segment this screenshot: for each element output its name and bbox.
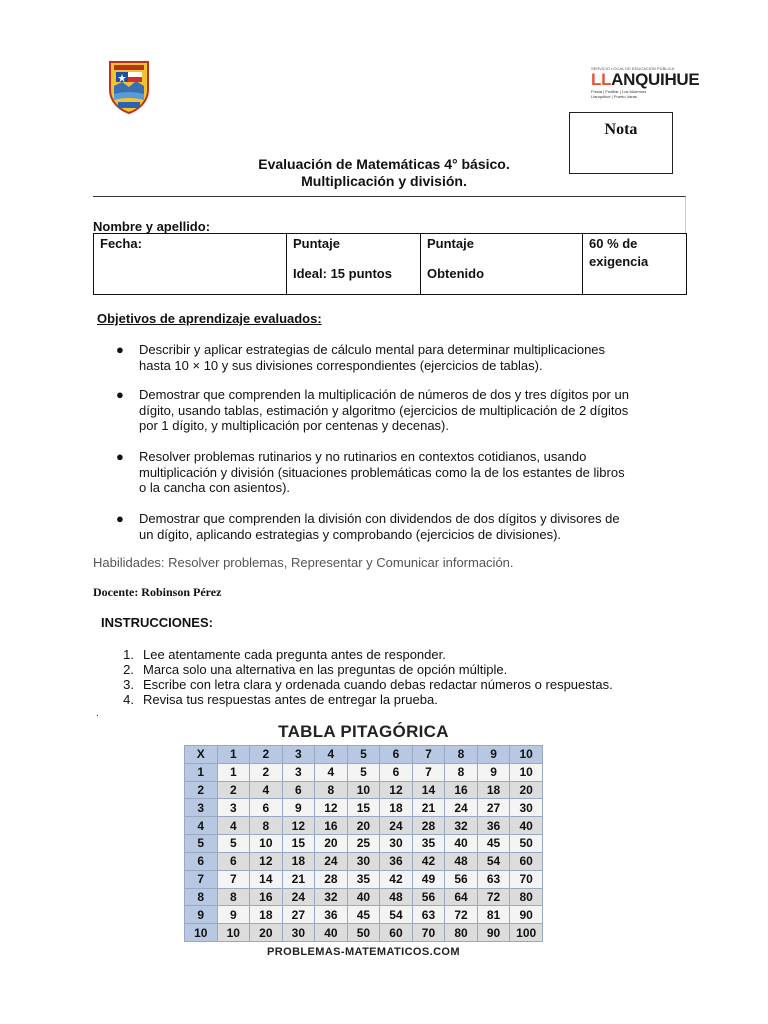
table-row-header-cell: 9 (185, 906, 218, 924)
table-cell: 30 (347, 852, 380, 870)
table-cell: 28 (412, 817, 445, 835)
date-cell[interactable]: Fecha: (94, 234, 287, 295)
instruction-item: Escribe con letra clara y ordenada cuando debas redactar números o respuestas. (143, 677, 613, 692)
llanquihue-logo (591, 66, 711, 102)
table-cell: 9 (477, 763, 510, 781)
skills-text: Habilidades: Resolver problemas, Representar y Comunicar información. (93, 555, 514, 570)
table-row-header-cell: 3 (185, 799, 218, 817)
table-cell: 24 (282, 888, 315, 906)
table-cell: 32 (315, 888, 348, 906)
table-cell: 12 (250, 852, 283, 870)
table-cell: 12 (282, 817, 315, 835)
table-cell: 16 (250, 888, 283, 906)
table-header-cell: 8 (445, 746, 478, 764)
table-header-cell: 1 (217, 746, 250, 764)
table-cell: 3 (282, 763, 315, 781)
table-cell: 35 (412, 835, 445, 853)
table-cell: 10 (217, 924, 250, 942)
ideal-score-cell: Puntaje Ideal: 15 puntos (287, 234, 421, 295)
table-cell: 15 (282, 835, 315, 853)
table-cell: 9 (282, 799, 315, 817)
table-cell: 36 (477, 817, 510, 835)
school-crest-logo (108, 60, 150, 114)
table-cell: 16 (315, 817, 348, 835)
table-cell: 21 (412, 799, 445, 817)
table-cell: 48 (380, 888, 413, 906)
table-cell: 18 (250, 906, 283, 924)
table-row (185, 906, 543, 924)
table-cell: 2 (217, 781, 250, 799)
table-cell: 12 (380, 781, 413, 799)
table-cell: 35 (347, 870, 380, 888)
table-row-header-cell: 7 (185, 870, 218, 888)
table-row (185, 835, 543, 853)
table-cell: 60 (510, 852, 543, 870)
objective-item: Demostrar que comprenden la división con dividendos de dos dígitos y divisores de un dígito, aplicando estrategias y comprobando (ejercicios de divisiones). (139, 511, 620, 542)
table-row-header-cell: 8 (185, 888, 218, 906)
table-row (185, 781, 543, 799)
table-cell: 40 (315, 924, 348, 942)
table-cell: 30 (380, 835, 413, 853)
table-cell: 4 (250, 781, 283, 799)
instruction-item: Marca solo una alternativa en las preguntas de opción múltiple. (143, 662, 508, 677)
instructions-heading: INSTRUCCIONES: (101, 615, 213, 630)
table-cell: 54 (380, 906, 413, 924)
table-cell: 45 (477, 835, 510, 853)
table-header-cell: 5 (347, 746, 380, 764)
table-cell: 20 (347, 817, 380, 835)
table-cell: 64 (445, 888, 478, 906)
table-cell: 18 (282, 852, 315, 870)
bullet-icon: ● (116, 387, 124, 402)
table-cell: 60 (380, 924, 413, 942)
table-cell: 40 (510, 817, 543, 835)
table-row-header-cell: 5 (185, 835, 218, 853)
table-row-header-cell: 10 (185, 924, 218, 942)
table-cell: 90 (510, 906, 543, 924)
table-cell: 45 (347, 906, 380, 924)
table-cell: 80 (510, 888, 543, 906)
objective-item: Describir y aplicar estrategias de cálculo mental para determinar multiplicaciones hasta 10 × 10 y sus divisiones correspondientes (ejercicios de tablas). (139, 342, 606, 373)
table-cell: 10 (510, 763, 543, 781)
table-cell: 56 (445, 870, 478, 888)
table-cell: 1 (217, 763, 250, 781)
table-cell: 28 (315, 870, 348, 888)
table-cell: 24 (315, 852, 348, 870)
table-cell: 50 (347, 924, 380, 942)
table-cell: 21 (282, 870, 315, 888)
table-cell: 70 (510, 870, 543, 888)
table-header-cell: 2 (250, 746, 283, 764)
instruction-item: Revisa tus respuestas antes de entregar la prueba. (143, 692, 438, 707)
logo-communes-2: Llanquihue | Puerto Varas (591, 94, 637, 99)
exam-title: Evaluación de Matemáticas 4° básico. (258, 156, 510, 172)
logo-caption: SERVICIO LOCAL DE EDUCACIÓN PÚBLICA (591, 66, 675, 71)
exam-subtitle: Multiplicación y división. (301, 173, 467, 189)
table-cell: 10 (250, 835, 283, 853)
logo-wordmark: LLANQUIHUE (591, 70, 700, 89)
table-cell: 90 (477, 924, 510, 942)
student-name-field[interactable] (93, 196, 686, 233)
table-cell: 24 (445, 799, 478, 817)
table-row-header-cell: 4 (185, 817, 218, 835)
objectives-heading: Objetivos de aprendizaje evaluados: (97, 311, 322, 326)
table-cell: 25 (347, 835, 380, 853)
table-cell: 16 (445, 781, 478, 799)
table-cell: 80 (445, 924, 478, 942)
table-cell: 42 (380, 870, 413, 888)
table-cell: 20 (510, 781, 543, 799)
table-cell: 32 (445, 817, 478, 835)
table-cell: 27 (477, 799, 510, 817)
table-cell: 5 (217, 835, 250, 853)
table-cell: 8 (445, 763, 478, 781)
table-cell: 18 (380, 799, 413, 817)
bullet-icon: ● (116, 511, 124, 526)
pythagorean-table-footer: PROBLEMAS-MATEMATICOS.COM (267, 946, 460, 958)
table-cell: 2 (250, 763, 283, 781)
instruction-number: 2. (123, 662, 134, 677)
table-cell: 8 (217, 888, 250, 906)
table-cell: 49 (412, 870, 445, 888)
table-header-cell: 10 (510, 746, 543, 764)
table-cell: 6 (282, 781, 315, 799)
pythagorean-table (184, 745, 543, 942)
table-cell: 4 (217, 817, 250, 835)
table-header-cell: 4 (315, 746, 348, 764)
obtained-score-cell[interactable]: Puntaje Obtenido (421, 234, 583, 295)
table-cell: 15 (347, 799, 380, 817)
table-row (185, 763, 543, 781)
table-cell: 63 (412, 906, 445, 924)
table-header-cell: 3 (282, 746, 315, 764)
table-cell: 5 (347, 763, 380, 781)
table-cell: 100 (510, 924, 543, 942)
table-row-header-cell: 1 (185, 763, 218, 781)
instruction-item: Lee atentamente cada pregunta antes de responder. (143, 647, 446, 662)
grade-label: Nota (604, 121, 638, 138)
table-cell: 70 (412, 924, 445, 942)
table-cell: 48 (445, 852, 478, 870)
table-row (185, 924, 543, 942)
table-cell: 24 (380, 817, 413, 835)
objective-item: Resolver problemas rutinarios y no rutinarios en contextos cotidianos, usando multiplicación y división (situaciones problemáticas como la de los estantes de libros o la cancha con asientos). (139, 449, 625, 495)
table-row (185, 870, 543, 888)
table-cell: 3 (217, 799, 250, 817)
table-cell: 6 (250, 799, 283, 817)
table-row-header-cell: 2 (185, 781, 218, 799)
table-cell: 6 (380, 763, 413, 781)
table-cell: 14 (412, 781, 445, 799)
table-cell: 40 (347, 888, 380, 906)
table-header-cell: 9 (477, 746, 510, 764)
table-row (185, 817, 543, 835)
table-cell: 81 (477, 906, 510, 924)
table-cell: 27 (282, 906, 315, 924)
table-cell: 7 (412, 763, 445, 781)
table-cell: 56 (412, 888, 445, 906)
table-cell: 9 (217, 906, 250, 924)
objective-item: Demostrar que comprenden la multiplicación de números de dos y tres dígitos por un dígito, usando tablas, estimación y algoritmo (ejercicios de multiplicación de 2 dígitos por 1 dígito, y multiplicación por centenas y decenas). (139, 387, 629, 433)
instruction-number: 3. (123, 677, 134, 692)
instruction-number: 4. (123, 692, 134, 707)
bullet-icon: ● (116, 449, 124, 464)
table-corner-cell: X (185, 746, 218, 764)
logo-communes-1: Fresia | Frutillar | Los Muermos (591, 89, 647, 94)
table-row (185, 852, 543, 870)
table-cell: 12 (315, 799, 348, 817)
table-header-row (185, 746, 543, 764)
table-cell: 14 (250, 870, 283, 888)
table-cell: 10 (347, 781, 380, 799)
info-table (93, 233, 687, 295)
table-header-cell: 7 (412, 746, 445, 764)
student-name-label: Nombre y apellido: (93, 219, 211, 234)
table-cell: 20 (250, 924, 283, 942)
table-row (185, 799, 543, 817)
table-cell: 40 (445, 835, 478, 853)
table-header-cell: 6 (380, 746, 413, 764)
table-cell: 42 (412, 852, 445, 870)
table-cell: 18 (477, 781, 510, 799)
pythagorean-table-title: TABLA PITAGÓRICA (278, 722, 449, 741)
bullet-icon: ● (116, 342, 124, 357)
table-cell: 4 (315, 763, 348, 781)
table-cell: 50 (510, 835, 543, 853)
table-cell: 8 (250, 817, 283, 835)
table-cell: 30 (510, 799, 543, 817)
instruction-number: 1. (123, 647, 134, 662)
table-cell: 72 (445, 906, 478, 924)
table-cell: 20 (315, 835, 348, 853)
stray-dot: . (96, 708, 99, 719)
table-cell: 7 (217, 870, 250, 888)
table-cell: 63 (477, 870, 510, 888)
table-row-header-cell: 6 (185, 852, 218, 870)
requirement-cell: 60 % de exigencia (583, 234, 687, 295)
table-row (185, 888, 543, 906)
table-cell: 72 (477, 888, 510, 906)
table-cell: 8 (315, 781, 348, 799)
table-cell: 54 (477, 852, 510, 870)
teacher-name: Docente: Robinson Pérez (93, 585, 222, 599)
table-cell: 6 (217, 852, 250, 870)
table-cell: 36 (315, 906, 348, 924)
table-cell: 30 (282, 924, 315, 942)
table-cell: 36 (380, 852, 413, 870)
